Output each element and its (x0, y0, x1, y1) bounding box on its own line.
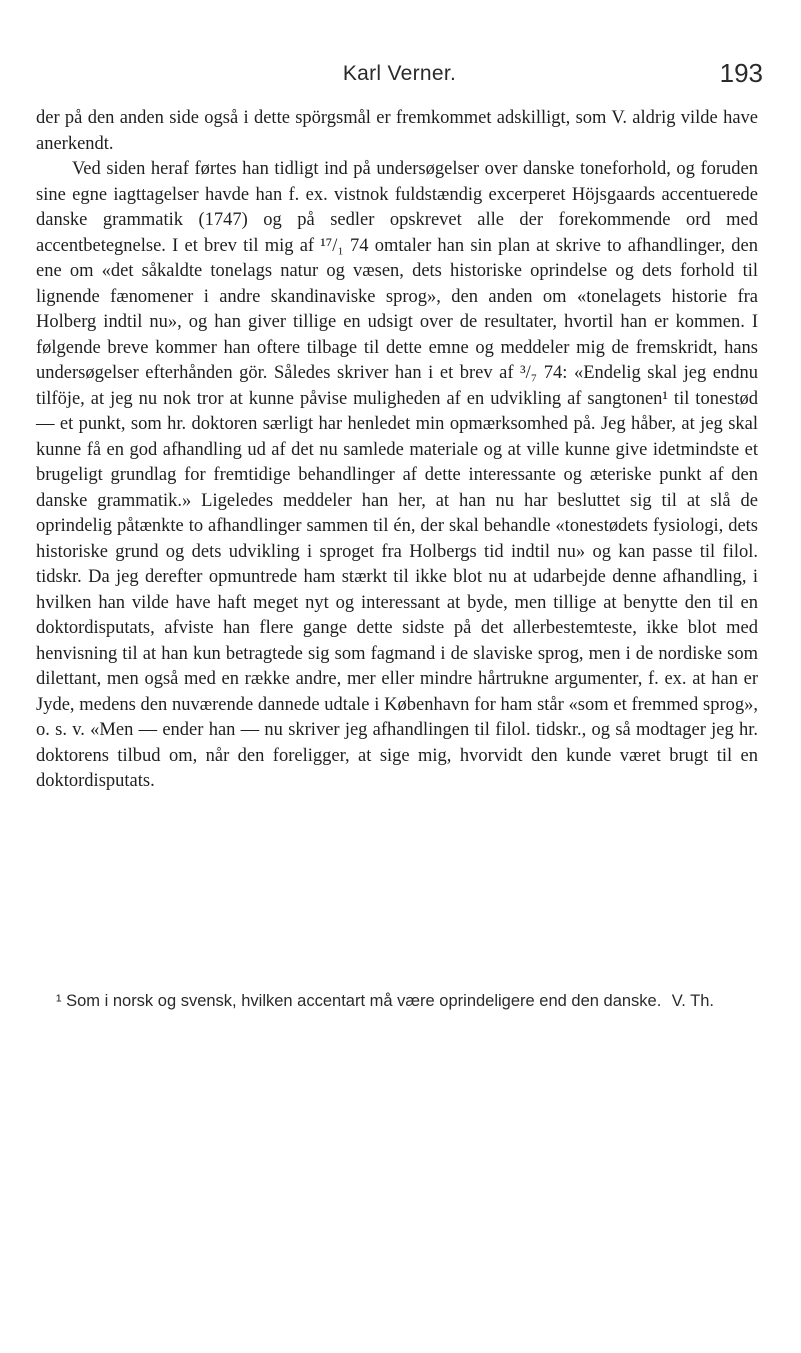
paragraph: der på den anden side også i dette spörgsmål er fremkommet adskilligt, som V. aldrig vilde have anerkendt. (36, 108, 758, 154)
footnote-text: ¹ Som i norsk og svensk, hvilken accentart må være oprindeligere end den danske. (56, 992, 662, 1010)
paragraph: Ved siden heraf førtes han tidligt ind på undersøgelser over danske toneforhold, og foruden sine egne iagttagelser havde han f. ex. vistnok fuldstændig excerperet Höjsgaards accentuerede danske grammatik (1747) og på sedler opskrevet alle der forekommende ord med accentbetegnelse. I et brev til mig af ¹⁷/₁ 74 omtaler han sin plan at skrive to afhandlinger, den ene om «det såkaldte tonelags natur og væsen, dets historiske oprindelse og dets forhold til lignende fænomener i andre skandinaviske sprog», den anden om «tonelagets historie fra Holberg indtil nu», og han giver tillige en udsigt over de resultater, hvortil han er kommen. I følgende breve kommer han oftere tilbage til dette emne og meddeler mig de fremskridt, hans undersøgelser efterhånden gör. Således skriver han i et brev af ³/₇ 74: «Endelig skal jeg endnu tilföje, at jeg nu nok tror at kunne påvise muligheden af en udvikling af sangtonen¹ til tonestød — et punkt, som hr. doktoren særligt har henledet min opmærksomhed på. Jeg håber, at jeg skal kunne få en god afhandling ud af det nu samlede materiale og at ville kunne give idetmindste et brugeligt grundlag for fremtidige behandlinger af dette interessante og æteriske punkt af den danske grammatik.» Ligeledes meddeler han her, at han nu har besluttet sig til at slå de oprindelig påtænkte to afhandlinger sammen til én, der skal behandle «tonestødets fysiologi, dets historiske grund og dets udvikling i sproget fra Holbergs tid indtil nu» og kan passe til filol. tidskr. Da jeg derefter opmuntrede ham stærkt til ikke blot nu at udarbejde denne afhandling, i hvilken han vilde have haft meget nyt og interessant at byde, men tillige at benytte den til en doktordisputats, afviste han flere gange dette sidste på det allerbestemteste, ikke blot med henvisning til at han kun betragtede sig som fagmand i de slaviske sprog, men i de nordiske som dilettant, men også med en række andre, mer eller mindre hårtrukne argumenter, f. ex. at han er Jyde, medens den nuværende dannede udtale i København for ham står «som et fremmed sprog», o. s. v. «Men — ender han — nu skriver jeg afhandlingen til filol. tidskr., og så modtager jeg hr. doktorens tilbud om, når den foreligger, at sige mig, hvorvidt den kunde været brugt til en doktordisputats. (36, 159, 758, 791)
body-text (36, 106, 758, 795)
page-number: 193 (719, 58, 763, 88)
footnote-signature: V. Th. (671, 992, 714, 1010)
running-head (36, 58, 763, 92)
footnote (36, 990, 758, 1012)
running-title: Karl Verner. (342, 62, 457, 85)
